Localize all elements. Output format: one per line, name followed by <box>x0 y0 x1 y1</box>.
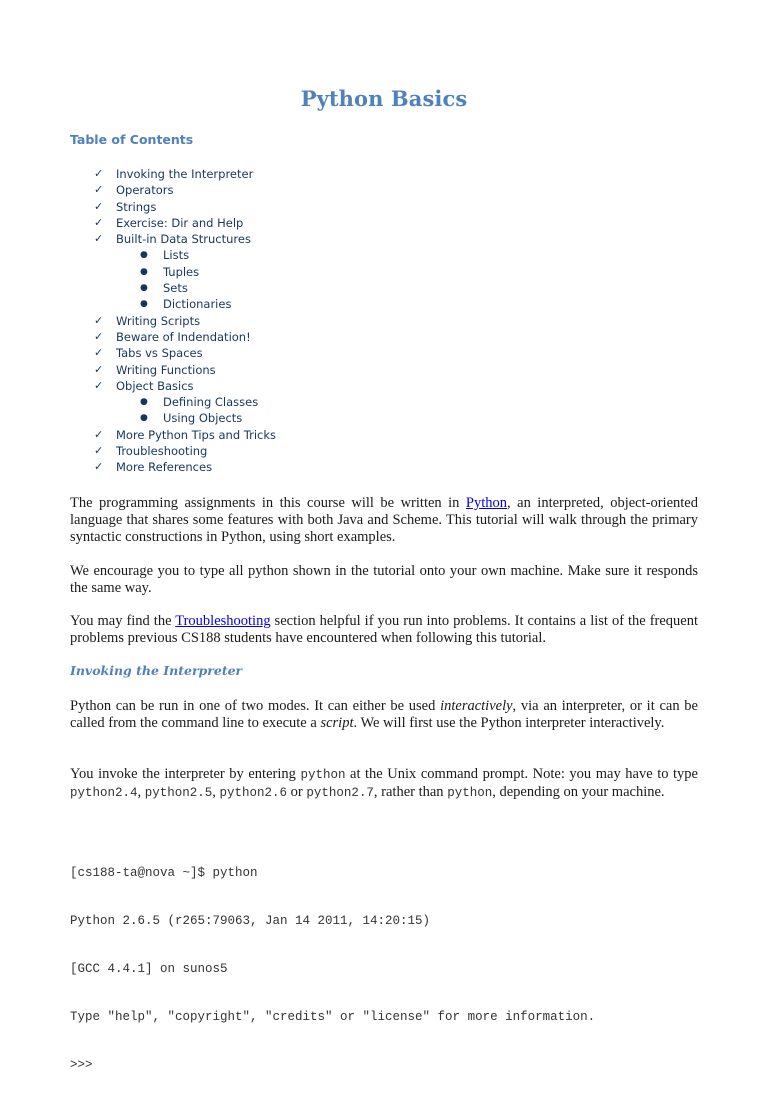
inline-code: python <box>300 768 346 782</box>
checkmark-icon: ✓ <box>94 427 104 441</box>
toc-link[interactable]: More References <box>116 460 213 475</box>
toc-link[interactable]: Dictionaries <box>163 297 232 312</box>
toc-item[interactable] <box>70 166 276 182</box>
toc-item[interactable] <box>70 443 276 459</box>
checkmark-icon: ✓ <box>94 444 104 458</box>
toc-item[interactable] <box>70 362 276 378</box>
toc-link[interactable]: Strings <box>116 199 157 214</box>
toc-item[interactable] <box>70 329 276 345</box>
toc-link[interactable]: Lists <box>163 248 190 263</box>
modes-text: , via an interpreter, or it can be called from the command line to execute a <box>70 698 698 731</box>
toc-item[interactable] <box>70 280 276 296</box>
modes-text: . We will first use the Python interpreter interactively. <box>353 715 665 731</box>
invoke-text: , <box>137 784 145 800</box>
bullet-icon: ● <box>140 250 148 261</box>
checkmark-icon: ✓ <box>94 329 104 343</box>
encourage-paragraph: We encourage you to type all python shown in the tutorial onto your own machine. Make sure it responds the same way. <box>70 563 698 596</box>
checkmark-icon: ✓ <box>94 215 104 229</box>
section-heading-invoking: Invoking the Interpreter <box>70 663 243 678</box>
code-line: >>> <box>70 1058 93 1072</box>
inline-code: python2.5 <box>144 786 213 800</box>
intro-text: , an interpreted, object-oriented language that shares some features with both Java and Scheme. This tutorial will walk through the primary syntactic constructions in Python, using short examples. <box>70 495 698 545</box>
bullet-icon: ● <box>140 283 148 294</box>
toc-link[interactable]: Beware of Indendation! <box>116 329 251 344</box>
modes-paragraph <box>70 698 698 732</box>
bullet-icon: ● <box>140 413 148 424</box>
invoke-text: , rather than <box>373 784 448 800</box>
toc-link[interactable]: Defining Classes <box>163 395 259 410</box>
toc-link[interactable]: Invoking the Interpreter <box>116 167 254 181</box>
inline-code: python2.6 <box>219 786 288 800</box>
toc-link[interactable]: More Python Tips and Tricks <box>116 427 277 442</box>
python-link[interactable]: Python <box>465 495 508 511</box>
invoke-text: You invoke the interpreter by entering <box>70 766 301 782</box>
toc-item[interactable] <box>70 215 276 231</box>
code-line: Type "help", "copyright", "credits" or "license" for more information. <box>70 1010 596 1024</box>
checkmark-icon: ✓ <box>94 167 104 180</box>
intro-paragraph <box>70 495 698 546</box>
invoke-text: or <box>287 784 307 800</box>
checkmark-icon: ✓ <box>94 362 104 376</box>
invoke-text: , <box>212 784 220 800</box>
toc-item[interactable] <box>70 313 276 329</box>
troubleshooting-paragraph <box>70 613 698 647</box>
inline-code: python2.7 <box>306 786 374 800</box>
bullet-icon: ● <box>140 266 148 277</box>
toc-item[interactable] <box>70 345 276 361</box>
inline-code: python2.4 <box>70 786 138 800</box>
inline-code: python <box>447 786 493 800</box>
code-line: [cs188-ta@nova ~]$ python <box>70 866 258 880</box>
toc-link[interactable]: Tabs vs Spaces <box>116 346 203 361</box>
toc-item[interactable] <box>70 394 276 410</box>
toc-item[interactable] <box>70 264 276 280</box>
toc-link[interactable]: Troubleshooting <box>116 444 208 459</box>
code-line: [GCC 4.4.1] on sunos5 <box>70 962 228 976</box>
toc-link[interactable]: Operators <box>116 183 174 198</box>
toc-item[interactable] <box>70 410 276 426</box>
toc-link[interactable]: Writing Functions <box>116 362 216 377</box>
toc-link[interactable]: Using Objects <box>163 411 243 426</box>
toc-link[interactable]: Object Basics <box>116 378 194 393</box>
toc-item[interactable] <box>70 459 276 475</box>
invoke-text: at the Unix command prompt. Note: you may have to type <box>345 766 698 782</box>
toc-item[interactable] <box>70 296 276 312</box>
intro-text: The programming assignments in this course will be written in <box>70 495 466 511</box>
toc-link[interactable]: Built-in Data Structures <box>116 232 251 247</box>
toc-item[interactable] <box>70 199 276 215</box>
toc-item[interactable] <box>70 231 276 247</box>
table-of-contents <box>70 166 276 476</box>
troubleshooting-link[interactable]: Troubleshooting <box>175 613 271 629</box>
code-line: Python 2.6.5 (r265:79063, Jan 14 2011, 14:20:15) <box>70 914 431 928</box>
troubleshooting-text: You may find the <box>70 613 176 629</box>
modes-emphasis: interactively <box>440 698 513 714</box>
checkmark-icon: ✓ <box>94 378 104 392</box>
checkmark-icon: ✓ <box>94 346 104 360</box>
code-block <box>70 833 595 1105</box>
toc-item[interactable] <box>70 182 276 198</box>
checkmark-icon: ✓ <box>94 460 104 474</box>
toc-link[interactable]: Writing Scripts <box>116 313 201 328</box>
checkmark-icon: ✓ <box>94 313 104 327</box>
bullet-icon: ● <box>140 299 148 310</box>
checkmark-icon: ✓ <box>94 183 104 197</box>
toc-item[interactable] <box>70 247 276 263</box>
checkmark-icon: ✓ <box>94 232 104 246</box>
modes-text: Python can be run in one of two modes. It can either be used <box>70 698 441 714</box>
toc-heading: Table of Contents <box>70 132 194 147</box>
invoke-paragraph <box>70 766 698 802</box>
modes-emphasis: script <box>320 715 354 731</box>
toc-link[interactable]: Exercise: Dir and Help <box>116 215 244 230</box>
toc-item[interactable] <box>70 378 276 394</box>
page-title: Python Basics <box>300 86 468 111</box>
troubleshooting-text: section helpful if you run into problems. It contains a list of the frequent problems previous CS188 students have encountered when following this tutorial. <box>70 613 699 646</box>
checkmark-icon: ✓ <box>94 199 104 213</box>
toc-link[interactable]: Tuples <box>163 264 200 279</box>
toc-item[interactable] <box>70 427 276 443</box>
invoke-text: , depending on your machine. <box>492 784 665 800</box>
bullet-icon: ● <box>140 397 148 408</box>
toc-link[interactable]: Sets <box>163 281 188 296</box>
